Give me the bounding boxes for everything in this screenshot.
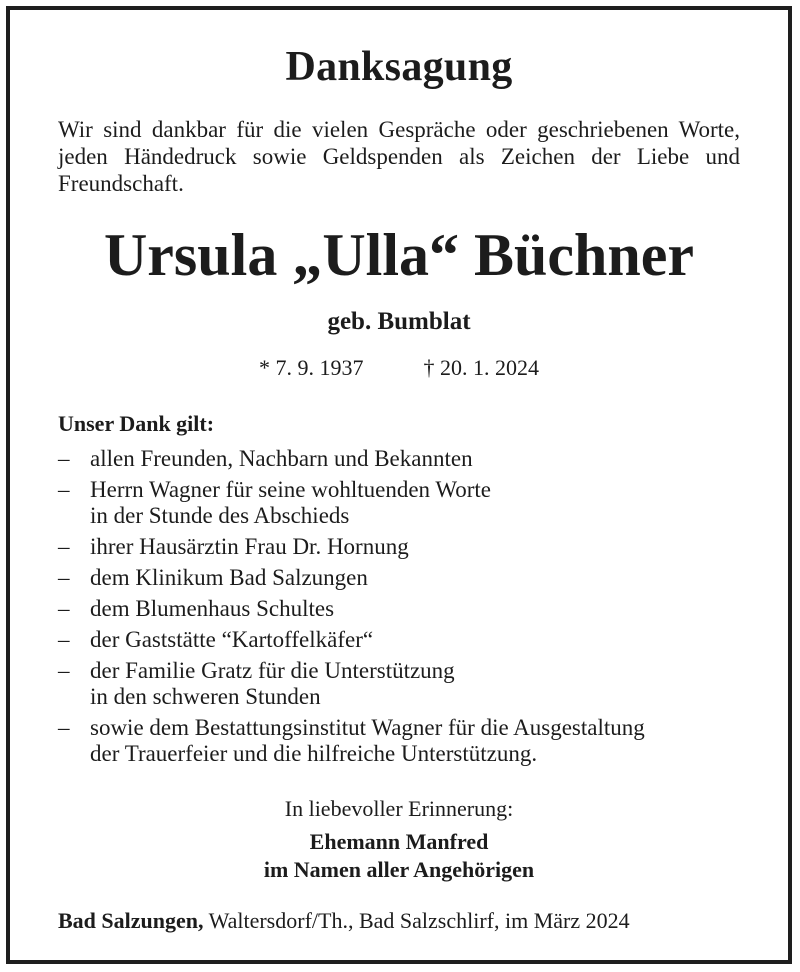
notice-content [58, 10, 740, 960]
list-item-text-continued: in den schweren Stunden [90, 684, 321, 709]
thanks-heading: Unser Dank gilt: [58, 411, 215, 436]
dash-bullet: – [58, 477, 70, 502]
dash-bullet: – [58, 534, 70, 559]
list-item [58, 446, 740, 472]
list-item-text: der Gaststätte “Kartoffelkäfer“ [90, 627, 374, 652]
notice-frame [6, 6, 792, 964]
list-item-text: allen Freunden, Nachbarn und Bekannten [90, 446, 473, 471]
life-dates [58, 353, 740, 383]
list-item [58, 627, 740, 653]
list-item [58, 596, 740, 622]
list-item [58, 565, 740, 591]
dash-bullet: – [58, 715, 70, 740]
intro-text: Wir sind dankbar für die vielen Gespräche oder geschriebenen Worte, jeden Händedruck sowie Geldspenden als Zeichen der Liebe und Freundschaft. [58, 117, 740, 196]
list-item-text: dem Klinikum Bad Salzungen [90, 565, 368, 590]
dash-bullet: – [58, 446, 70, 471]
dash-bullet: – [58, 658, 70, 683]
dash-bullet: – [58, 596, 70, 621]
closing-intro: In liebevoller Erinnerung: [284, 796, 514, 821]
signer-block [58, 828, 740, 884]
death-date: † 20. 1. 2024 [423, 355, 539, 380]
list-item-text: sowie dem Bestattungsinstitut Wagner für die Ausgestaltung [90, 715, 645, 740]
signer-relatives: im Namen aller Angehörigen [263, 857, 535, 882]
thanks-list [58, 446, 740, 772]
list-item-text: dem Blumenhaus Schultes [90, 596, 335, 621]
list-item [58, 477, 740, 529]
list-item-text: ihrer Hausärztin Frau Dr. Hornung [90, 534, 409, 559]
birth-name: geb. Bumblat [327, 308, 471, 335]
signer-name: Ehemann Manfred [309, 829, 489, 854]
list-item-text: der Familie Gratz für die Unterstützung [90, 658, 455, 683]
list-item-text: Herrn Wagner für seine wohltuenden Worte [90, 477, 492, 502]
dash-bullet: – [58, 565, 70, 590]
list-item [58, 715, 740, 767]
list-item [58, 534, 740, 560]
place-date-line [58, 907, 740, 935]
place-main: Bad Salzungen, [58, 908, 204, 933]
birth-date: * 7. 9. 1937 [259, 355, 364, 380]
list-item [58, 658, 740, 710]
notice-title: Danksagung [285, 44, 513, 90]
deceased-name: Ursula „Ulla“ Büchner [103, 222, 695, 288]
dash-bullet: – [58, 627, 70, 652]
list-item-text-continued: in der Stunde des Abschieds [90, 503, 350, 528]
place-rest: Waltersdorf/Th., Bad Salzschlirf, im März 2024 [203, 908, 630, 933]
list-item-text-continued: der Trauerfeier und die hilfreiche Unterstützung. [90, 741, 538, 766]
